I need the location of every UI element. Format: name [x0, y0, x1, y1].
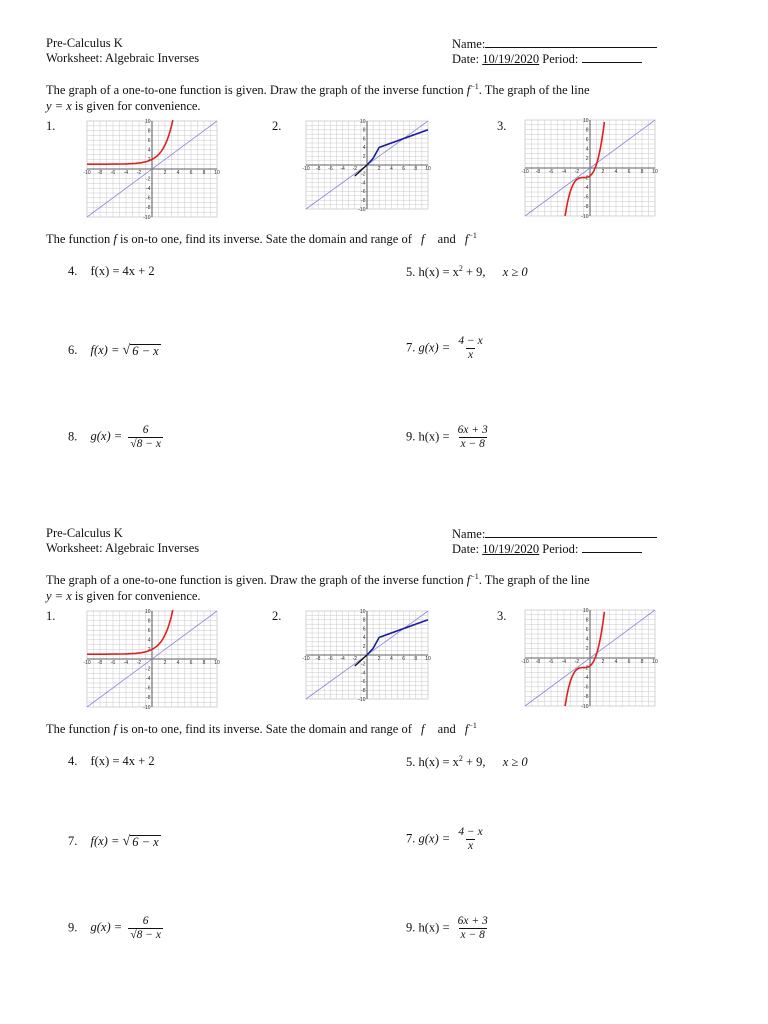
problem-7 [406, 826, 485, 853]
find-inverse-instruction [46, 721, 477, 737]
y-tick-label: -6 [146, 685, 151, 692]
problem-5 [406, 264, 528, 280]
problem-expression: h(x) = x [418, 265, 459, 280]
y-tick-label: -10 [358, 206, 366, 213]
problem-lhs: g(x) = [90, 920, 123, 935]
problem-expression: f(x) = 4x + 2 [90, 264, 155, 278]
y-tick-label: 4 [585, 636, 589, 643]
problem-4 [68, 754, 155, 769]
y-tick-label: 6 [585, 627, 589, 633]
fraction [456, 424, 490, 451]
problem-lhs: g(x) = [90, 429, 123, 444]
date-period-row [452, 51, 642, 67]
y-tick-label: -4 [584, 675, 589, 681]
denominator: x [467, 840, 474, 852]
x-tick-label: 4 [176, 660, 180, 666]
x-tick-label: -4 [561, 169, 567, 175]
x-tick-label: 10 [214, 660, 220, 666]
x-tick-label: -10 [302, 166, 310, 172]
problem-6 [68, 343, 161, 358]
x-tick-label: -8 [97, 170, 103, 176]
find-inverse-instruction [46, 231, 477, 247]
problem-expression: h(x) = x [418, 755, 459, 770]
graph-1-exponential [79, 113, 225, 225]
y-tick-label: 6 [585, 137, 589, 143]
x-tick-label: -10 [302, 656, 310, 662]
y-tick-label: -6 [361, 679, 366, 686]
x-tick-label: 6 [627, 659, 631, 665]
inverse-sup: −1 [470, 572, 479, 581]
worksheet-title: Worksheet: Algebraic Inverses [46, 51, 200, 65]
inverse-f: f [466, 573, 471, 588]
x-tick-label: 8 [202, 170, 206, 176]
x-tick-label: 6 [189, 660, 193, 666]
graph-label-1: 1. [46, 119, 56, 133]
period-blank[interactable] [582, 541, 642, 553]
sqrt-expression: √ 6 − x [122, 343, 159, 358]
problem-lhs: g(x) = [418, 831, 451, 846]
problem-9 [406, 424, 490, 451]
y-tick-label: 8 [585, 127, 589, 134]
instruction-text-c: is given for convenience. [74, 589, 201, 603]
y-tick-label: 8 [362, 127, 366, 134]
fraction [128, 915, 163, 942]
y-tick-label: 8 [147, 618, 151, 625]
y-tick-label: 10 [359, 118, 366, 125]
y-tick-label: -10 [358, 696, 366, 703]
x-tick-label: 8 [202, 660, 206, 666]
x-tick-label: -4 [123, 660, 129, 666]
x-tick-label: 4 [176, 170, 180, 176]
y-tick-label: -4 [361, 180, 366, 187]
x-tick-label: -8 [315, 166, 321, 172]
denominator-sqrt: √8 − x [130, 438, 161, 450]
numerator: 6x + 3 [457, 424, 488, 436]
y-tick-label: -6 [361, 189, 366, 196]
fi-text-b: is on-to one, find its inverse. Sate the domain and range of [119, 722, 412, 737]
y-tick-label: -8 [361, 198, 366, 204]
identity-eq: y = x [46, 589, 72, 603]
problem-8 [68, 915, 163, 942]
problem-4 [68, 264, 155, 279]
period-label: Period: [542, 542, 579, 556]
x-tick-label: 2 [163, 660, 167, 666]
fi-sup: −1 [468, 721, 477, 730]
problem-number: 4. [68, 264, 78, 278]
y-tick-label: 2 [147, 647, 151, 654]
x-tick-label: 2 [163, 170, 167, 176]
y-tick-label: -8 [146, 205, 151, 212]
problem-lhs: h(x) = [418, 429, 450, 444]
x-tick-label: -10 [83, 660, 91, 666]
x-tick-label: 2 [377, 166, 381, 172]
y-tick-label: 2 [147, 157, 151, 164]
graph-label-1: 1. [46, 609, 56, 623]
y-tick-label: -8 [584, 694, 589, 701]
x-tick-label: -2 [136, 170, 142, 176]
y-tick-label: -6 [146, 195, 151, 202]
graph-2-piecewise [298, 113, 436, 217]
instruction-text-b: . The graph of the line [478, 573, 590, 588]
fi-text-b: is on-to one, find its inverse. Sate the domain and range of [119, 232, 412, 247]
y-tick-label: 2 [585, 156, 589, 163]
y-tick-label: 8 [147, 128, 151, 135]
x-tick-label: -6 [548, 169, 554, 175]
fraction [456, 915, 490, 942]
x-tick-label: 10 [425, 166, 431, 172]
x-tick-label: 10 [425, 656, 431, 662]
problem-number: 9. [406, 920, 416, 935]
x-tick-label: -4 [561, 659, 567, 665]
y-tick-label: -4 [146, 676, 151, 682]
denominator: x − 8 [460, 438, 485, 450]
y-tick-label: 6 [362, 136, 366, 143]
fi-and: and [437, 722, 456, 737]
denominator-sqrt: √8 − x [130, 929, 161, 941]
instruction-text: The graph of a one-to-one function is given. Draw the graph of the inverse function [46, 83, 464, 98]
graph-label-3: 3. [497, 609, 507, 623]
x-tick-label: -8 [535, 169, 541, 175]
fi-f2: f [421, 722, 425, 737]
x-tick-label: 2 [601, 659, 605, 665]
problem-number: 9. [406, 429, 416, 444]
x-tick-label: -4 [340, 656, 345, 662]
problem-sup: 2 [458, 754, 463, 763]
y-tick-label: -2 [584, 175, 589, 182]
y-tick-label: -4 [146, 186, 151, 192]
x-tick-label: -6 [328, 656, 333, 662]
y-tick-label: -4 [361, 670, 366, 677]
y-tick-label: -8 [361, 688, 366, 694]
denominator: 8 − x [136, 438, 161, 450]
problem-lhs: f(x) = [90, 343, 120, 357]
x-tick-label: 6 [627, 169, 631, 175]
y-tick-label: 2 [362, 154, 366, 160]
x-tick-label: -4 [123, 170, 129, 176]
y-tick-label: -2 [146, 176, 151, 183]
instructions-line-2 [46, 99, 201, 114]
graph-1-exponential [79, 603, 225, 715]
problem-condition: x ≥ 0 [502, 265, 528, 280]
problem-number: 8. [68, 429, 78, 444]
date-value: 10/19/2020 [482, 542, 540, 556]
sqrt-expression: √ 6 − x [122, 834, 159, 849]
y-tick-label: 10 [359, 608, 366, 615]
graph-label-3: 3. [497, 119, 507, 133]
fi-f: f [113, 232, 117, 247]
y-tick-label: -6 [584, 684, 589, 691]
problem-expression-b: + 9, [462, 755, 486, 770]
fi-f2: f [421, 232, 425, 247]
y-tick-label: -2 [584, 665, 589, 672]
problem-number: 7. [406, 831, 416, 846]
date-value: 10/19/2020 [482, 52, 540, 66]
fi-text-a: The function [46, 722, 111, 737]
problem-lhs: h(x) = [418, 920, 450, 935]
identity-eq: y = x [46, 99, 72, 113]
y-tick-label: 10 [582, 117, 589, 124]
problem-lhs: f(x) = [90, 834, 120, 848]
fraction [128, 424, 163, 451]
numerator: 6x + 3 [457, 915, 488, 927]
instructions-line-2 [46, 589, 201, 604]
name-blank[interactable] [485, 526, 657, 538]
fi-f3: f [464, 232, 469, 247]
fi-text-a: The function [46, 232, 111, 247]
y-tick-label: 10 [582, 607, 589, 614]
x-tick-label: 10 [652, 169, 658, 175]
instruction-text-c: is given for convenience. [74, 99, 201, 113]
name-label: Name: [452, 37, 486, 51]
x-tick-label: 8 [640, 659, 644, 665]
date-label: Date: [452, 542, 480, 556]
x-tick-label: 4 [614, 659, 618, 665]
instruction-text: The graph of a one-to-one function is given. Draw the graph of the inverse function [46, 573, 464, 588]
y-tick-label: -10 [143, 704, 151, 711]
x-tick-label: 8 [414, 656, 418, 662]
problem-number: 7. [68, 834, 78, 848]
fi-f: f [113, 722, 117, 737]
x-tick-label: 6 [402, 656, 405, 662]
problem-expression-b: + 9, [462, 265, 486, 280]
problem-sup: 2 [458, 264, 463, 273]
problem-number: 4. [68, 754, 78, 768]
problem-7 [406, 335, 485, 362]
y-tick-label: -2 [361, 171, 366, 178]
date-label: Date: [452, 52, 480, 66]
x-tick-label: 6 [189, 170, 193, 176]
problem-expression: f(x) = 4x + 2 [90, 754, 155, 768]
y-tick-label: 2 [362, 644, 366, 650]
y-tick-label: 4 [147, 637, 151, 644]
numerator: 6 [142, 915, 149, 927]
inverse-sup: −1 [470, 82, 479, 91]
name-field[interactable] [452, 526, 657, 542]
y-tick-label: 10 [144, 608, 151, 615]
fi-sup: −1 [468, 231, 477, 240]
y-tick-label: 6 [147, 628, 151, 634]
radicand: 6 − x [132, 835, 159, 849]
y-tick-label: -10 [143, 214, 151, 221]
x-tick-label: -6 [110, 170, 116, 176]
y-tick-label: -10 [581, 213, 589, 220]
x-tick-label: -6 [328, 166, 333, 172]
problem-condition: x ≥ 0 [502, 755, 528, 770]
x-tick-label: 8 [640, 169, 644, 175]
y-tick-label: 4 [362, 145, 366, 152]
problem-8 [68, 424, 163, 451]
numerator: 6 [142, 424, 149, 436]
denominator: x [467, 349, 474, 361]
problem-number: 6. [68, 343, 78, 357]
x-tick-label: 8 [414, 166, 418, 172]
x-tick-label: -6 [110, 660, 116, 666]
y-tick-label: -2 [361, 661, 366, 668]
radicand: 6 − x [132, 344, 159, 358]
fi-and: and [437, 232, 456, 247]
graph-3-cubic [517, 602, 663, 714]
instructions-line-1 [46, 572, 590, 588]
problem-number: 5. [406, 265, 416, 280]
problem-5 [406, 754, 528, 770]
numerator: 4 − x [458, 826, 483, 838]
y-tick-label: 8 [585, 617, 589, 624]
denominator: x − 8 [460, 929, 485, 941]
x-tick-label: -10 [521, 659, 529, 665]
x-tick-label: -4 [340, 166, 345, 172]
y-tick-label: 10 [144, 118, 151, 125]
y-tick-label: -8 [584, 204, 589, 211]
x-tick-label: 10 [214, 170, 220, 176]
problem-9 [406, 915, 490, 942]
name-field[interactable] [452, 36, 657, 52]
period-label: Period: [542, 52, 579, 66]
x-tick-label: -8 [535, 659, 541, 665]
y-tick-label: 2 [585, 646, 589, 653]
period-blank[interactable] [582, 51, 642, 63]
x-tick-label: -8 [97, 660, 103, 666]
instructions-line-1 [46, 82, 590, 98]
x-tick-label: 2 [601, 169, 605, 175]
y-tick-label: 6 [362, 626, 366, 633]
y-tick-label: 8 [362, 617, 366, 624]
x-tick-label: 6 [402, 166, 405, 172]
x-tick-label: -10 [83, 170, 91, 176]
course-name: Pre-Calculus K [46, 36, 123, 50]
y-tick-label: -10 [581, 703, 589, 710]
fi-f3: f [464, 722, 469, 737]
graph-3-cubic [517, 112, 663, 224]
x-tick-label: -2 [574, 169, 580, 175]
y-tick-label: -2 [146, 666, 151, 673]
graph-label-2: 2. [272, 119, 282, 133]
graph-label-2: 2. [272, 609, 282, 623]
name-blank[interactable] [485, 36, 657, 48]
problem-lhs: g(x) = [418, 340, 451, 355]
x-tick-label: -8 [315, 656, 321, 662]
y-tick-label: -4 [584, 185, 589, 191]
problem-6 [68, 834, 161, 849]
fraction [456, 826, 484, 853]
date-period-row [452, 541, 642, 557]
worksheet-title: Worksheet: Algebraic Inverses [46, 541, 200, 555]
x-tick-label: -2 [574, 659, 580, 665]
y-tick-label: -6 [584, 194, 589, 201]
x-tick-label: -2 [352, 656, 358, 662]
denominator: 8 − x [136, 929, 161, 941]
y-tick-label: 4 [147, 147, 151, 154]
x-tick-label: 4 [614, 169, 618, 175]
numerator: 4 − x [458, 335, 483, 347]
x-tick-label: -2 [136, 660, 142, 666]
instruction-text-b: . The graph of the line [478, 83, 590, 98]
x-tick-label: -6 [548, 659, 554, 665]
y-tick-label: -8 [146, 695, 151, 702]
fraction [456, 335, 484, 362]
x-tick-label: -10 [521, 169, 529, 175]
y-tick-label: 4 [362, 635, 366, 642]
x-tick-label: 2 [377, 656, 381, 662]
x-tick-label: 4 [390, 656, 393, 662]
y-tick-label: 6 [147, 138, 151, 144]
name-label: Name: [452, 527, 486, 541]
x-tick-label: -2 [352, 166, 358, 172]
problem-number: 5. [406, 755, 416, 770]
course-name: Pre-Calculus K [46, 526, 123, 540]
inverse-f: f [466, 83, 471, 98]
y-tick-label: 4 [585, 146, 589, 153]
problem-number: 9. [68, 920, 78, 935]
graph-2-piecewise [298, 603, 436, 707]
problem-number: 7. [406, 340, 416, 355]
x-tick-label: 4 [390, 166, 393, 172]
x-tick-label: 10 [652, 659, 658, 665]
